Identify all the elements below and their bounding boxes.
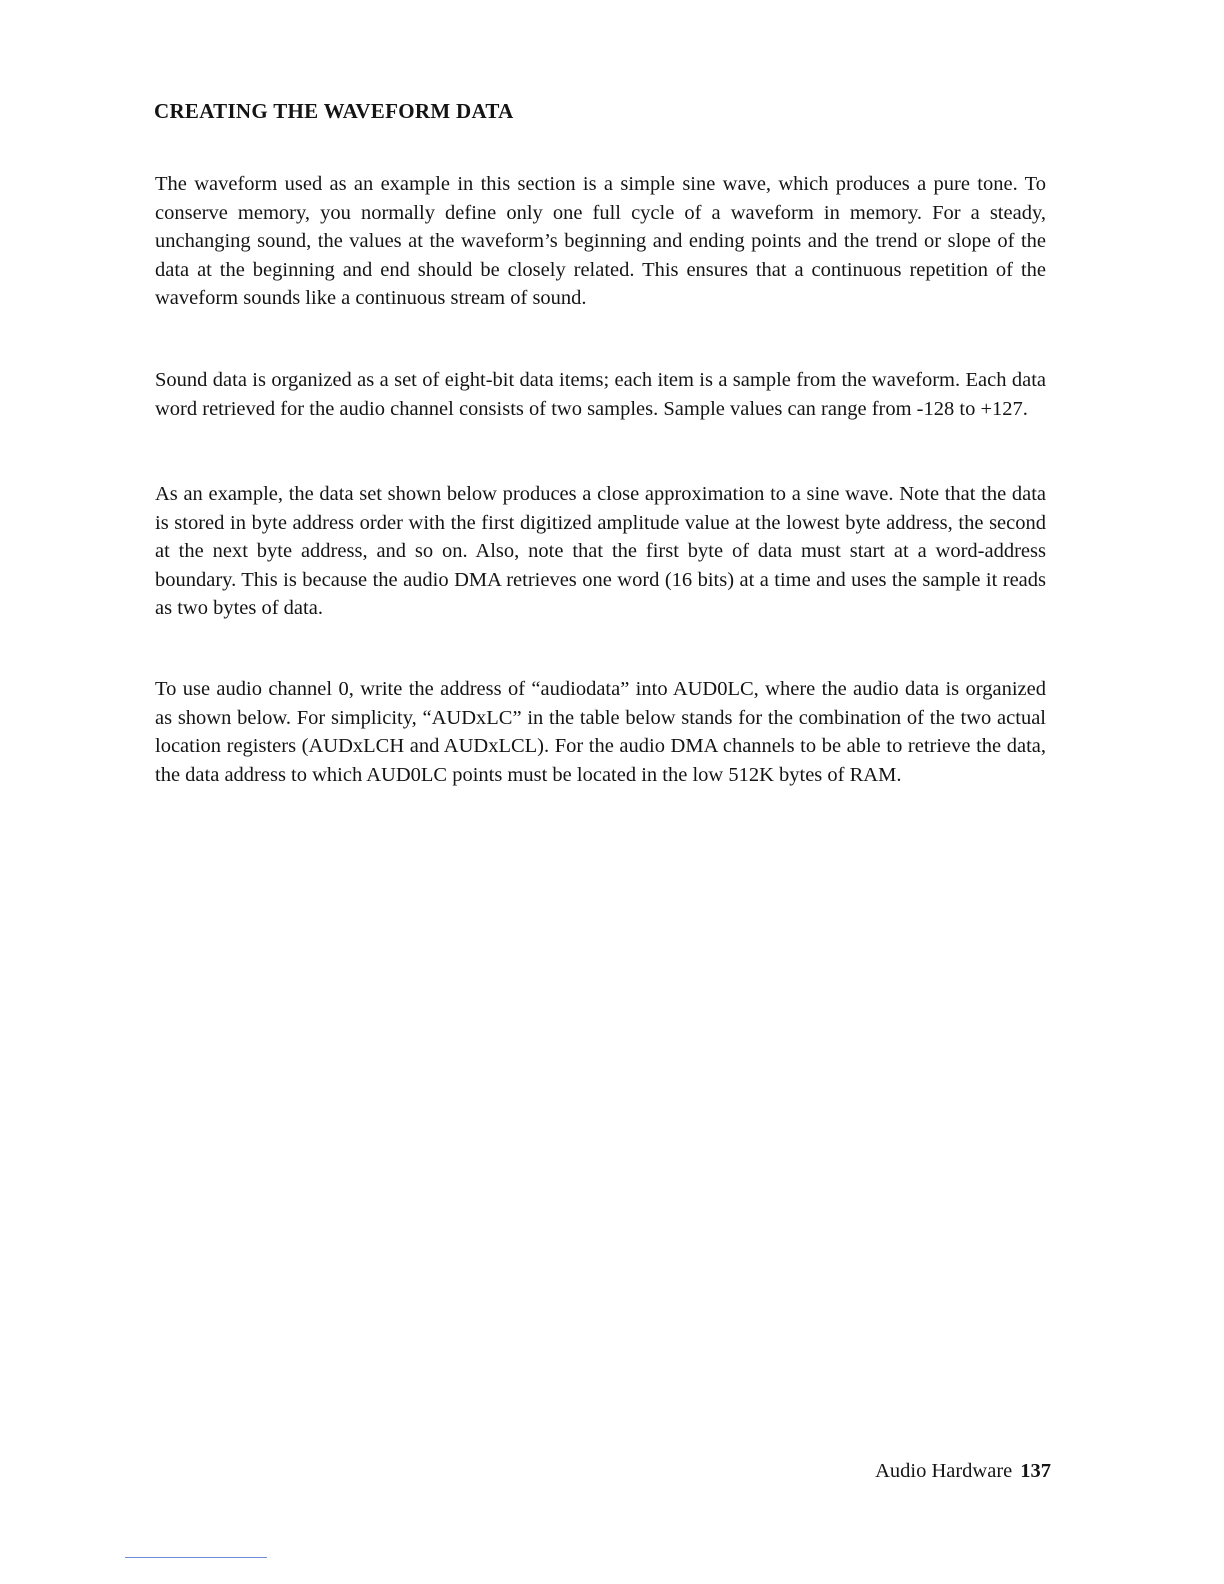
footer-section-title: Audio Hardware: [875, 1460, 1013, 1482]
page-footer: [875, 1460, 1051, 1483]
paragraph-waveform-intro: The waveform used as an example in this section is a simple sine wave, which produces a pure tone. To conserve memory, you normally define only one full cycle of a waveform in memory. For a steady, unchanging sound, the values at the waveform’s beginning and ending points and the trend or slope of the data at the beginning and end should be closely related. This ensures that a continuous repetition of the waveform sounds like a continuous stream of sound.: [155, 173, 1046, 309]
paragraph-audio-channel-0: To use audio channel 0, write the address of “audiodata” into AUD0LC, where the audio data is organized as shown below. For simplicity, “AUDxLC” in the table below stands for the combination of the two actual location registers (AUDxLCH and AUDxLCL). For the audio DMA channels to be able to retrieve the data, the data address to which AUD0LC points must be located in the low 512K bytes of RAM.: [155, 678, 1046, 786]
scan-edge-line: [125, 1557, 267, 1558]
section-heading: CREATING THE WAVEFORM DATA: [154, 99, 514, 123]
paragraph-sound-data: Sound data is organized as a set of eight-bit data items; each item is a sample from the waveform. Each data word retrieved for the audio channel consists of two samples. Sample values can range from -128 to +127.: [155, 369, 1046, 420]
page-number: 137: [1020, 1460, 1051, 1482]
paragraph-example-data-set: As an example, the data set shown below produces a close approximation to a sine wave. Note that the data is stored in byte address order with the first digitized amplitude value at the lowest byte address, the second at the next byte address, and so on. Also, note that the first byte of data must start at a word-address boundary. This is because the audio DMA retrieves one word (16 bits) at a time and uses the sample it reads as two bytes of data.: [155, 483, 1046, 619]
